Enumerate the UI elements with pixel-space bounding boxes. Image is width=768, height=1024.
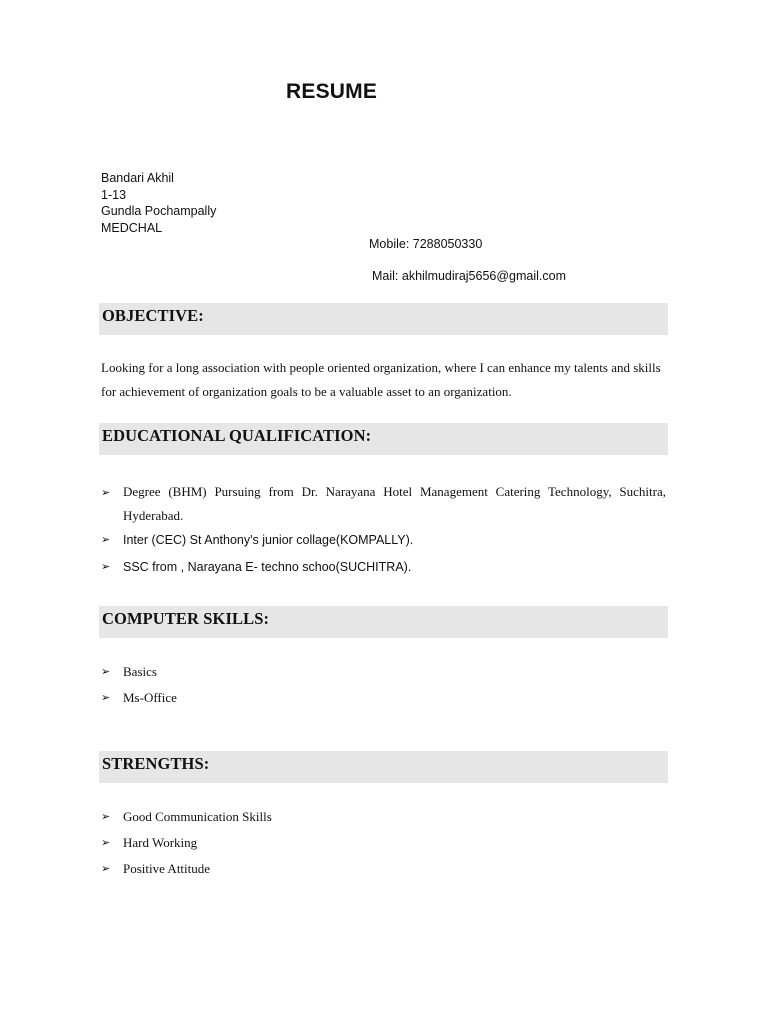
resume-title: RESUME	[286, 80, 378, 103]
arrow-bullet-icon: ➢	[101, 665, 111, 678]
mobile-number: Mobile: 7288050330	[369, 237, 483, 251]
strength-communication: Good Communication Skills	[123, 809, 272, 824]
strengths-list	[101, 808, 272, 878]
arrow-bullet-icon: ➢	[101, 691, 111, 704]
skill-ms-office: Ms-Office	[123, 690, 177, 705]
skill-basics: Basics	[123, 664, 157, 679]
list-item	[101, 531, 666, 558]
arrow-bullet-icon: ➢	[101, 836, 111, 849]
strength-hard-working: Hard Working	[123, 835, 198, 850]
objective-text: Looking for a long association with people oriented organization, where I can enhance my talents and skills for achievement of organization goals to be a valuable asset to an organization.	[101, 360, 661, 399]
email-address: Mail: akhilmudiraj5656@gmail.com	[372, 269, 567, 283]
arrow-bullet-icon: ➢	[101, 810, 111, 823]
list-item	[101, 808, 272, 834]
arrow-bullet-icon: ➢	[101, 862, 111, 875]
objective-heading: OBJECTIVE:	[102, 306, 204, 325]
computer-skills-heading: COMPUTER SKILLS:	[102, 609, 270, 628]
objective-section-header	[99, 303, 668, 335]
strengths-section-header	[99, 751, 668, 783]
strengths-heading: STRENGTHS:	[102, 754, 210, 773]
education-item-degree: Degree (BHM) Pursuing from Dr. Narayana Hotel Management Catering Technology, Suchitra, Hyderabad.	[123, 484, 666, 523]
list-item	[101, 689, 177, 707]
education-item-ssc: SSC from , Narayana E- techno schoo(SUCHITRA).	[123, 560, 412, 574]
address-line-1: 1-13	[101, 187, 127, 202]
education-heading: EDUCATIONAL QUALIFICATION:	[102, 426, 372, 445]
education-item-inter: Inter (CEC) St Anthony's junior collage(KOMPALLY).	[123, 533, 414, 547]
arrow-bullet-icon: ➢	[101, 533, 111, 546]
arrow-bullet-icon: ➢	[101, 560, 111, 573]
education-section-header	[99, 423, 668, 455]
strength-positive-attitude: Positive Attitude	[123, 861, 211, 876]
list-item	[101, 480, 666, 531]
arrow-bullet-icon: ➢	[101, 486, 111, 499]
address-line-3: MEDCHAL	[101, 220, 163, 235]
candidate-name: Bandari Akhil	[101, 171, 174, 185]
education-list	[101, 480, 666, 576]
computer-skills-section-header	[99, 606, 668, 638]
computer-skills-list	[101, 663, 177, 707]
address-line-2: Gundla Pochampally	[101, 204, 217, 218]
list-item	[101, 663, 177, 689]
list-item	[101, 860, 272, 878]
list-item	[101, 834, 272, 860]
address-block	[101, 170, 216, 236]
list-item	[101, 558, 666, 576]
